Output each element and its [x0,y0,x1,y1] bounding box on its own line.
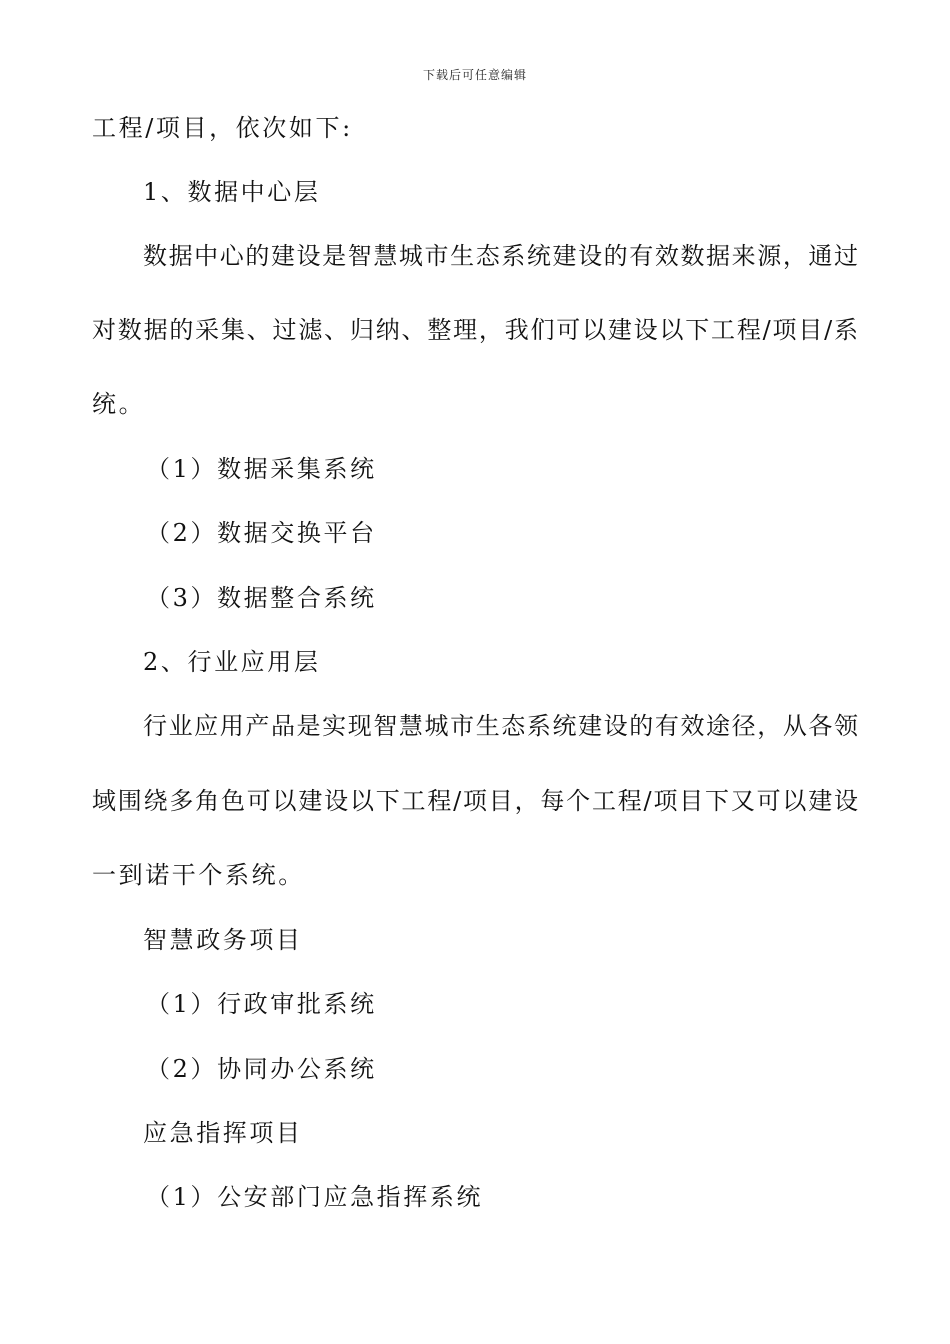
list-item: （1）行政审批系统 [146,990,377,1018]
list-item: （2）协同办公系统 [146,1055,377,1083]
paragraph-line: 统。 [92,390,146,418]
paragraph-line: 一到诺干个系统。 [92,861,305,889]
page-header: 下载后可任意编辑 [422,68,527,82]
list-item: （1）公安部门应急指挥系统 [146,1183,484,1211]
section-heading: 1、数据中心层 [143,178,321,206]
list-item: （3）数据整合系统 [146,584,377,612]
paragraph-line: 域围绕多角色可以建设以下工程/项目，每个工程/项目下又可以建设 [92,787,858,815]
list-item: （1）数据采集系统 [146,455,377,483]
paragraph-line: 工程/项目，依次如下: [92,114,353,142]
paragraph-line: 数据中心的建设是智慧城市生态系统建设的有效数据来源，通过 [143,242,858,270]
subsection-heading: 应急指挥项目 [143,1119,303,1147]
list-item: （2）数据交换平台 [146,519,377,547]
section-heading: 2、行业应用层 [143,648,321,676]
paragraph-line: 行业应用产品是实现智慧城市生态系统建设的有效途径，从各领 [143,712,858,740]
subsection-heading: 智慧政务项目 [143,926,303,954]
paragraph-line: 对数据的采集、过滤、归纳、整理，我们可以建设以下工程/项目/系 [92,316,858,344]
